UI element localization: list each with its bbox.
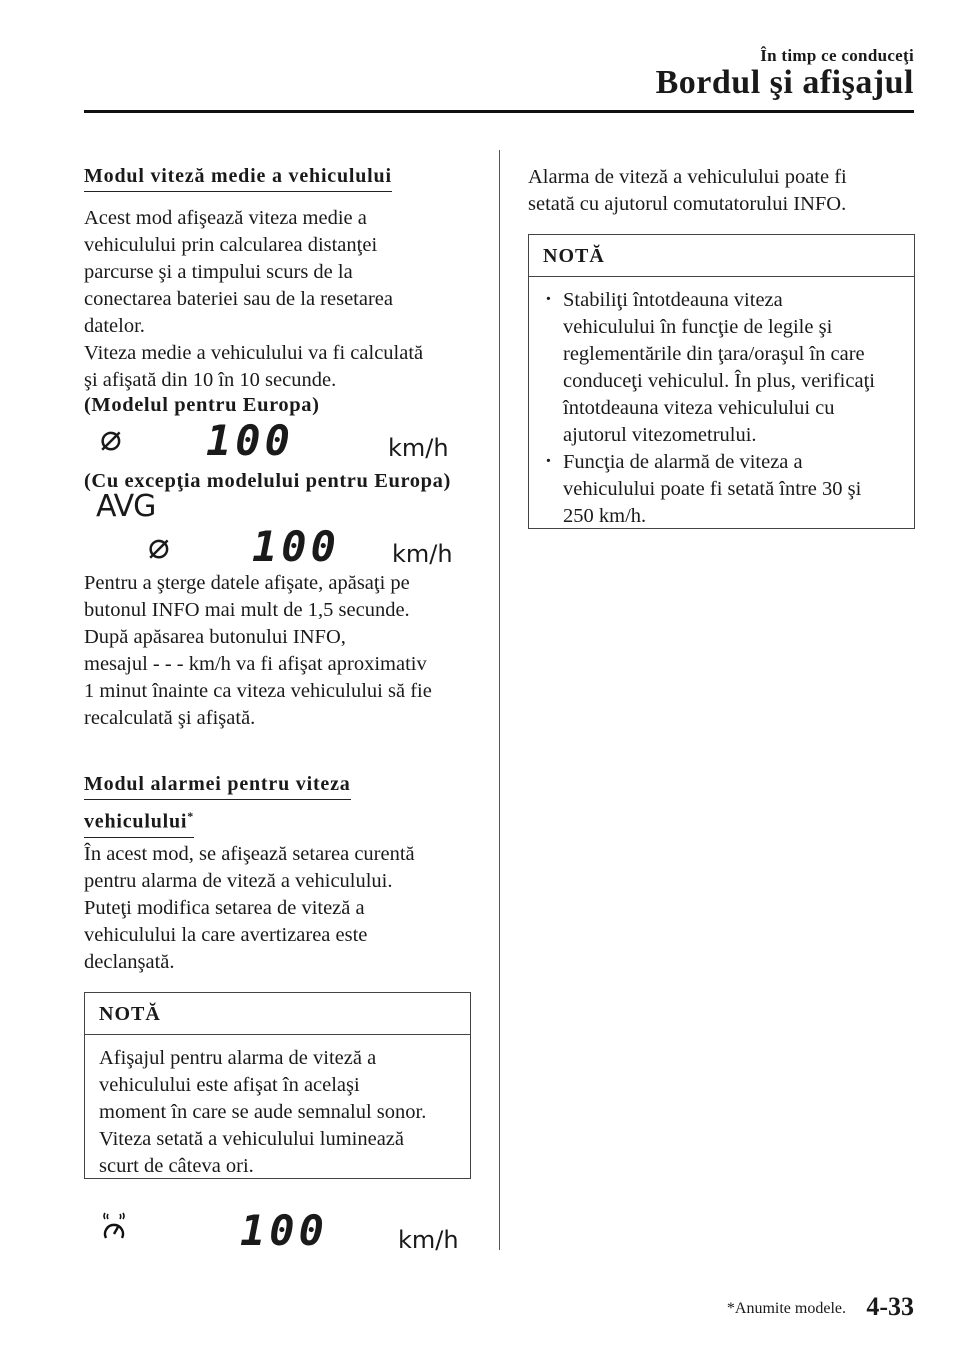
- column-divider: [499, 150, 500, 1250]
- note-bullet: · Stabiliţi întotdeauna viteza vehiculului în funcţie de legile şi reglementările din ţara/oraşul în care conduceţi vehiculul. În plus, verificaţi întotdeauna viteza vehiculului cu ajutorul vitezometrului.: [543, 287, 900, 449]
- note-title: NOTĂ: [529, 235, 914, 277]
- avg-speed-description: Acest mod afişează viteza medie a vehiculului prin calcularea distanţei parcurse şi a timpului scurs de la conectarea bateriei sau de la resetarea datelor. Viteza medie a vehiculului va fi calculată şi afişată din 10 în 10 secunde.: [84, 207, 424, 391]
- speed-alarm-display: [100, 1208, 460, 1256]
- alarm-intro: Alarma de viteză a vehiculului poate fi setată cu ajutorul comutatorului INFO.: [528, 166, 847, 215]
- speed-digits: 100: [252, 522, 340, 571]
- footnote-mark: *: [187, 809, 195, 823]
- avg-speed-display-europe: [100, 418, 460, 466]
- alarm-heading: Modul alarmei pentru viteza vehiculului*: [84, 770, 351, 838]
- reset-instructions: Pentru a şterge datele afişate, apăsaţi pe butonul INFO mai mult de 1,5 secunde. După apăsarea butonului INFO, mesajul - - - km/h va fi afişat aproximativ 1 minut înainte ca viteza vehiculului să fie recalculată şi afişată.: [84, 572, 432, 729]
- footnote: *Anumite modele.: [726, 1300, 846, 1317]
- note-body: [529, 277, 914, 544]
- speed-unit: km/h: [392, 540, 453, 568]
- average-symbol-icon: ⌀: [100, 418, 122, 459]
- speed-digits: 100: [206, 416, 294, 465]
- section-title: Bordul şi afişajul: [655, 64, 914, 101]
- chapter-title: În timp ce conduceţi: [760, 46, 914, 65]
- speed-unit: km/h: [388, 434, 449, 462]
- right-note-box: [528, 234, 915, 529]
- page-number: 4-33: [866, 1292, 914, 1321]
- speed-unit: km/h: [398, 1226, 459, 1254]
- non-europe-model-label: (Cu excepţia modelului pentru Europa): [84, 470, 451, 492]
- alarm-description: În acest mod, se afişează setarea curentă pentru alarma de viteză a vehiculului. Puteţi modifica setarea de viteză a vehiculului la care avertizarea este declanşată.: [84, 843, 415, 973]
- note-title: NOTĂ: [85, 993, 470, 1035]
- avg-speed-heading: Modul viteză medie a vehiculului: [84, 162, 392, 192]
- speed-digits: 100: [240, 1206, 328, 1255]
- speed-alarm-icon: [100, 1212, 128, 1248]
- avg-label: AVG: [96, 489, 156, 524]
- alarm-note-box: [84, 992, 471, 1179]
- avg-speed-display-non-europe: [96, 489, 466, 572]
- header-rule: [84, 110, 914, 113]
- average-symbol-icon: ⌀: [148, 526, 170, 567]
- note-body: Afişajul pentru alarma de viteză a vehiculului este afişat în acelaşi moment în care se aude semnalul sonor. Viteza setată a vehiculului luminează scurt de câteva ori.: [99, 1047, 427, 1177]
- europe-model-label: (Modelul pentru Europa): [84, 394, 320, 416]
- note-bullet: · Funcţia de alarmă de viteza a vehiculului poate fi setată între 30 şi 250 km/h.: [543, 449, 900, 530]
